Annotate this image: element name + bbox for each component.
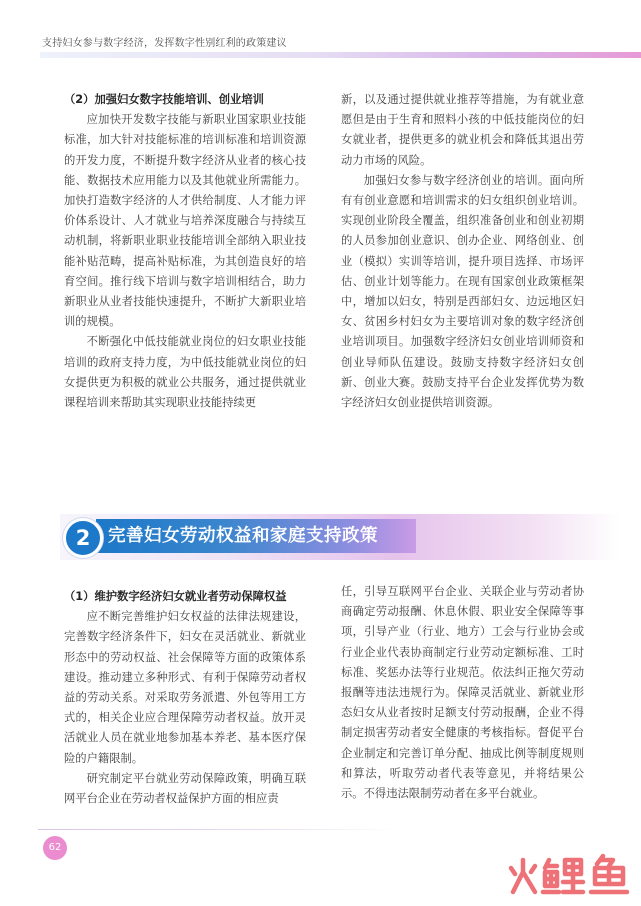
header-gradient-bar	[40, 52, 641, 58]
bottom-right-column	[341, 582, 584, 804]
running-header: 支持妇女参与数字经济，发挥数字性别红利的政策建议	[42, 38, 287, 49]
footer-divider	[38, 829, 398, 830]
paragraph: 应加快开发数字技能与新职业国家职业技能标准，加大针对技能标准的培训标准和培训资源的开发力度，不断提升数字经济从业者的核心技能、数据技术应用能力以及其他就业所需能力。加快打造数字经济的人才供给制度、人才能力评价体系设计、人才就业与培养深度融合与持续互动机制，将新职业职业技能培训全部纳入职业技能补贴范畴，提高补贴标准，为其创造良好的培育空间。推行线下培训与数字培训相结合，助力新职业从业者技能快速提升，不断扩大新职业培训的规模。	[64, 113, 306, 329]
bottom-left-column	[64, 587, 306, 809]
paragraph-continuation: 新，以及通过提供就业推荐等措施，为有就业意愿但是由于生育和照料小孩的中低技能岗位的妇女就业者，提供更多的就业机会和降低其退出劳动力市场的风险。	[341, 93, 584, 167]
paragraph: 研究制定平台就业劳动保障政策，明确互联网平台企业在劳动者权益保护方面的相应责	[64, 771, 306, 806]
watermark-logo	[505, 850, 635, 900]
paragraph: 加强妇女参与数字经济创业的培训。面向所有有创业意愿和培训需求的妇女组织创业培训。实现创业阶段全覆盖，组织准备创业和创业初期的人员参加创业意识、创办企业、网络创业、创业（模拟）实训等培训，提升项目选择、市场评估、创业计划等能力。在现有国家创业政策框架中，增加以妇女，特别是西部妇女、边远地区妇女、贫困乡村妇女为主要培训对象的数字经济创业培训项目。加强数字经济妇女创业培训师资和创业导师队伍建设。鼓励支持数字经济妇女创新、创业大赛。鼓励支持平台企业发挥优势为数字经济妇女创业提供培训资源。	[341, 173, 584, 410]
top-right-column	[341, 90, 584, 413]
paragraph: 不断强化中低技能就业岗位的妇女职业技能培训的政府支持力度，为中低技能就业岗位的妇女提供更为积极的就业公共服务，通过提供就业课程培训来帮助其实现职业技能持续更	[64, 335, 306, 410]
paragraph: 应不断完善维护妇女权益的法律法规建设，完善数字经济条件下，妇女在灵活就业、新就业形态中的劳动权益、社会保障等方面的政策体系建设。推动建立多种形式、有利于保障劳动者权益的劳动关系。对采取劳务派遣、外包等用工方式的，相关企业应合理保障劳动者权益。放开灵活就业人员在就业地参加基本养老、基本医疗保险的户籍限制。	[64, 610, 306, 765]
section-title: 完善妇女劳动权益和家庭支持政策	[108, 526, 378, 546]
page-number-badge: 62	[43, 836, 67, 860]
section-number-badge: 2	[63, 518, 103, 558]
top-left-column	[64, 90, 306, 413]
paragraph-continuation: 任，引导互联网平台企业、关联企业与劳动者协商确定劳动报酬、休息休假、职业安全保障等事项，引导产业（行业、地方）工会与行业协会或行业企业代表协商制定行业劳动定额标准、工时标准、奖惩办法等行业规范。依法纠正拖欠劳动报酬等违法违规行为。保障灵活就业、新就业形态妇女从业者按时足额支付劳动报酬，企业不得制定损害劳动者安全健康的考核指标。督促平台企业制定和完善订单分配、抽成比例等制度规则和算法，听取劳动者代表等意见，并将结果公示。不得违法限制劳动者在多平台就业。	[341, 585, 584, 801]
subheading-skills-training: （2）加强妇女数字技能培训、创业培训	[64, 93, 264, 106]
subheading-labor-rights: （1）维护数字经济妇女就业者劳动保障权益	[64, 590, 287, 603]
